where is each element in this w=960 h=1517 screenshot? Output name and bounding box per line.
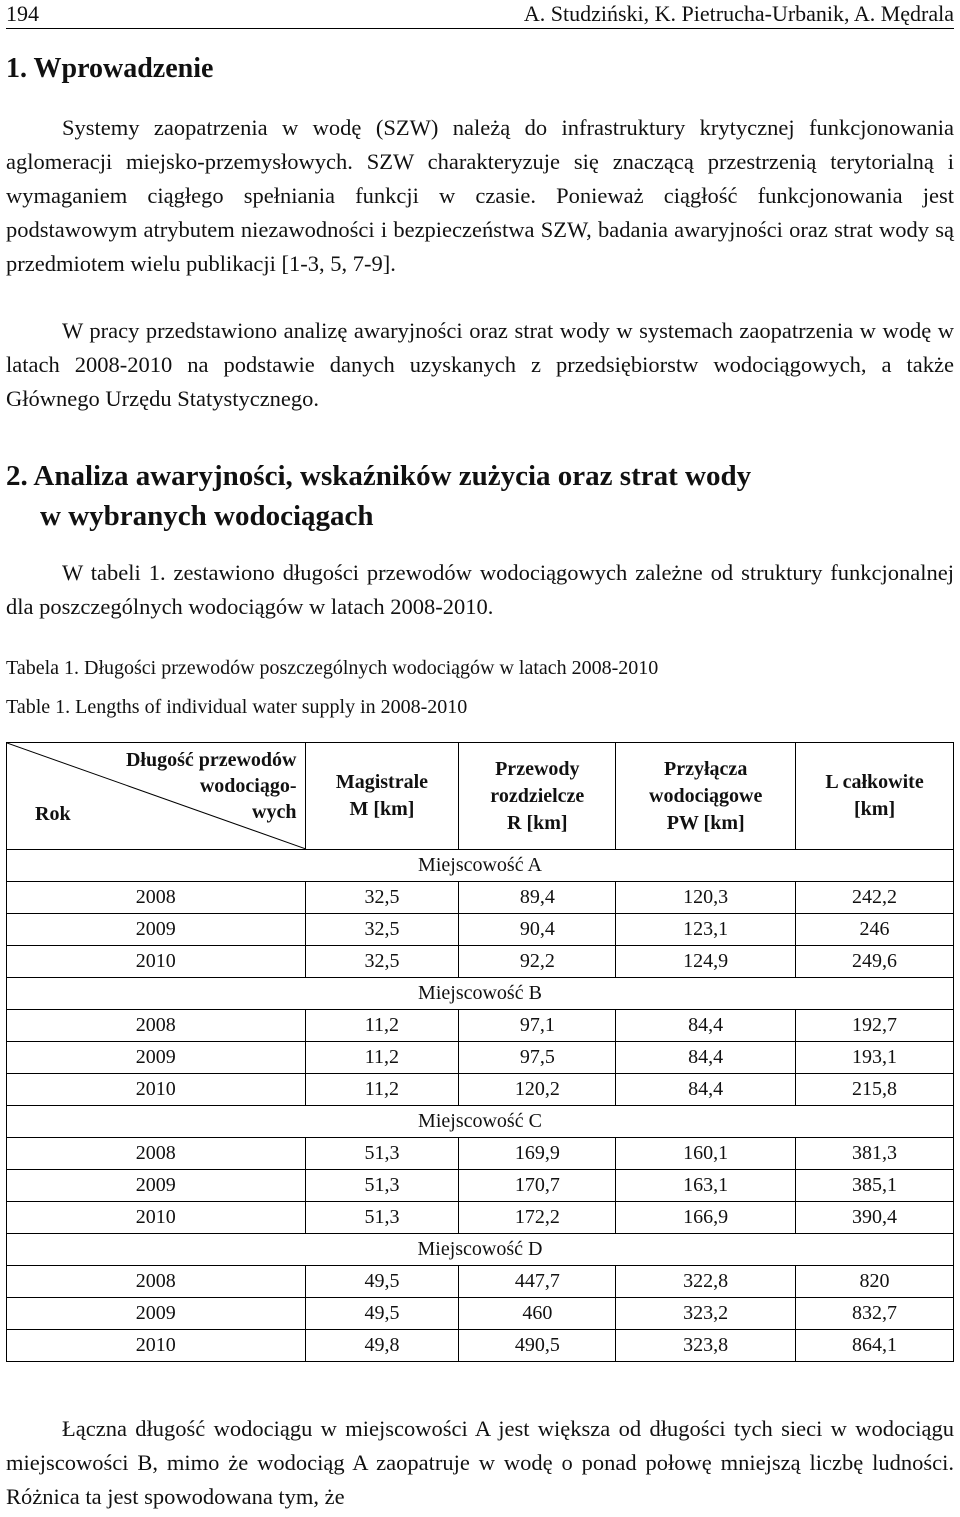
col-header-l-line-2: [km] [854,798,896,820]
przylacza-cell: 84,4 [616,1074,796,1106]
table-row [7,946,954,978]
col-header-pw-line-2: wodociągowe [649,784,763,807]
col-header-przylacza [616,743,796,850]
group-label: Miejscowość C [7,1106,954,1138]
przylacza-cell: 84,4 [616,1042,796,1074]
year-cell: 2009 [7,1042,306,1074]
przylacza-cell: 120,3 [616,882,796,914]
table-row [7,1202,954,1234]
przylacza-cell: 123,1 [616,914,796,946]
table-row [7,882,954,914]
l-calkowite-cell: 242,2 [796,882,954,914]
closing-paragraph: Łączna długość wodociągu w miejscowości A jest większa od długości tych sieci w wodociągu miejscowości B, mimo że wodociąg A zaopatruje w wodę o ponad połowę mniejszą liczbę ludności. Różnica ta jest spowodowana tym, że [6,1416,954,1509]
l-calkowite-cell: 192,7 [796,1010,954,1042]
przylacza-cell: 166,9 [616,1202,796,1234]
magistrale-cell: 49,5 [305,1266,459,1298]
l-calkowite-cell: 864,1 [796,1330,954,1362]
table-row [7,914,954,946]
magistrale-cell: 11,2 [305,1010,459,1042]
rozdzielcze-cell: 92,2 [459,946,616,978]
l-calkowite-cell: 381,3 [796,1138,954,1170]
year-cell: 2010 [7,946,306,978]
rozdzielcze-cell: 170,7 [459,1170,616,1202]
year-cell: 2009 [7,1298,306,1330]
rozdzielcze-cell: 447,7 [459,1266,616,1298]
corner-top-line-1: Długość przewodów [125,749,297,771]
przylacza-cell: 322,8 [616,1266,796,1298]
year-cell: 2008 [7,1138,306,1170]
l-calkowite-cell: 820 [796,1266,954,1298]
table-row [7,1330,954,1362]
col-header-m-line-1: Magistrale [335,771,429,793]
table-row [7,1010,954,1042]
year-cell: 2008 [7,1266,306,1298]
group-row [7,1234,954,1266]
rozdzielcze-cell: 169,9 [459,1138,616,1170]
col-header-l-line-1: L całkowite [825,771,924,793]
section-2-title-line-2: w wybranych wodociągach [40,500,374,532]
group-row [7,1106,954,1138]
section-1-paragraph-1: Systemy zaopatrzenia w wodę (SZW) należą do infrastruktury krytycznej funkcjonowania aglomeracji miejsko-przemysłowych. SZW charakteryzuje się znaczącą przestrzenią terytorialną i wymaganiem ciągłego spełniania funkcji w czasie. Ponieważ ciągłość funkcjonowania jest podstawowym atrybutem niezawodności i bezpieczeństwa SZW, badania awaryjności oraz strat wody są przedmiotem wielu publikacji [1-3, 5, 7-9]. [6,115,954,276]
table-row [7,1042,954,1074]
l-calkowite-cell: 832,7 [796,1298,954,1330]
rozdzielcze-cell: 97,1 [459,1010,616,1042]
col-header-pw-line-3: PW [km] [666,811,745,834]
table-row [7,1298,954,1330]
col-header-r-line-2: rozdzielcze [490,784,585,807]
l-calkowite-cell: 385,1 [796,1170,954,1202]
przylacza-cell: 124,9 [616,946,796,978]
corner-top-line-3: wych [252,801,297,823]
przylacza-cell: 323,8 [616,1330,796,1362]
section-2-title-line-1: 2. Analiza awaryjności, wskaźników zużycia oraz strat wody [6,460,752,492]
rozdzielcze-cell: 172,2 [459,1202,616,1234]
corner-bottom-label: Rok [35,803,71,825]
magistrale-cell: 51,3 [305,1202,459,1234]
group-row [7,978,954,1010]
l-calkowite-cell: 249,6 [796,946,954,978]
section-1-paragraph-2: W pracy przedstawiono analizę awaryjności oraz strat wody w systemach zaopatrzenia w wodę w latach 2008-2010 na podstawie danych uzyskanych z przedsiębiorstw wodociągowych, a także Głównego Urzędu Statystycznego. [6,318,954,411]
rozdzielcze-cell: 460 [459,1298,616,1330]
year-cell: 2009 [7,1170,306,1202]
magistrale-cell: 51,3 [305,1138,459,1170]
page-number: 194 [6,1,39,26]
magistrale-cell: 32,5 [305,914,459,946]
magistrale-cell: 32,5 [305,946,459,978]
running-header [6,0,954,29]
corner-header-cell [7,743,306,850]
group-label: Miejscowość D [7,1234,954,1266]
l-calkowite-cell: 246 [796,914,954,946]
corner-top-line-2: wodociągo- [199,775,297,797]
magistrale-cell: 32,5 [305,882,459,914]
year-cell: 2010 [7,1202,306,1234]
year-cell: 2008 [7,882,306,914]
rozdzielcze-cell: 97,5 [459,1042,616,1074]
l-calkowite-cell: 390,4 [796,1202,954,1234]
l-calkowite-cell: 193,1 [796,1042,954,1074]
magistrale-cell: 51,3 [305,1170,459,1202]
przylacza-cell: 160,1 [616,1138,796,1170]
table-body [7,850,954,1362]
rozdzielcze-cell: 90,4 [459,914,616,946]
rozdzielcze-cell: 120,2 [459,1074,616,1106]
year-cell: 2010 [7,1330,306,1362]
table-row [7,1266,954,1298]
col-header-r-line-3: R [km] [507,811,568,834]
przylacza-cell: 323,2 [616,1298,796,1330]
table-row [7,1074,954,1106]
lengths-table [6,742,954,1362]
year-cell: 2008 [7,1010,306,1042]
rozdzielcze-cell: 89,4 [459,882,616,914]
section-2-paragraph-1: W tabeli 1. zestawiono długości przewodów wodociągowych zależne od struktury funkcjonalnej dla poszczególnych wodociągów w latach 2008-2010. [6,560,954,619]
table-row [7,1170,954,1202]
magistrale-cell: 11,2 [305,1074,459,1106]
group-label: Miejscowość B [7,978,954,1010]
page [6,0,954,1509]
table-header-row [7,743,954,850]
col-header-l-calkowite [796,743,954,850]
year-cell: 2010 [7,1074,306,1106]
col-header-pw-line-1: Przyłącza [664,757,748,780]
running-authors: A. Studziński, K. Pietrucha-Urbanik, A. Mędrala [523,1,954,26]
col-header-r-line-1: Przewody [495,757,580,780]
przylacza-cell: 163,1 [616,1170,796,1202]
col-header-magistrale [305,743,459,850]
table-row [7,1138,954,1170]
section-2-heading [6,456,954,536]
col-header-rozdzielcze [459,743,616,850]
col-header-m-line-2: M [km] [349,798,415,820]
rozdzielcze-cell: 490,5 [459,1330,616,1362]
magistrale-cell: 11,2 [305,1042,459,1074]
table-caption-pl: Tabela 1. Długości przewodów poszczególnych wodociągów w latach 2008-2010 [6,657,659,679]
group-label: Miejscowość A [7,850,954,882]
group-row [7,850,954,882]
przylacza-cell: 84,4 [616,1010,796,1042]
section-1-title: 1. Wprowadzenie [6,53,214,84]
l-calkowite-cell: 215,8 [796,1074,954,1106]
corner-top-label [126,747,297,825]
magistrale-cell: 49,8 [305,1330,459,1362]
table-caption-en: Table 1. Lengths of individual water supply in 2008-2010 [6,696,468,718]
year-cell: 2009 [7,914,306,946]
magistrale-cell: 49,5 [305,1298,459,1330]
